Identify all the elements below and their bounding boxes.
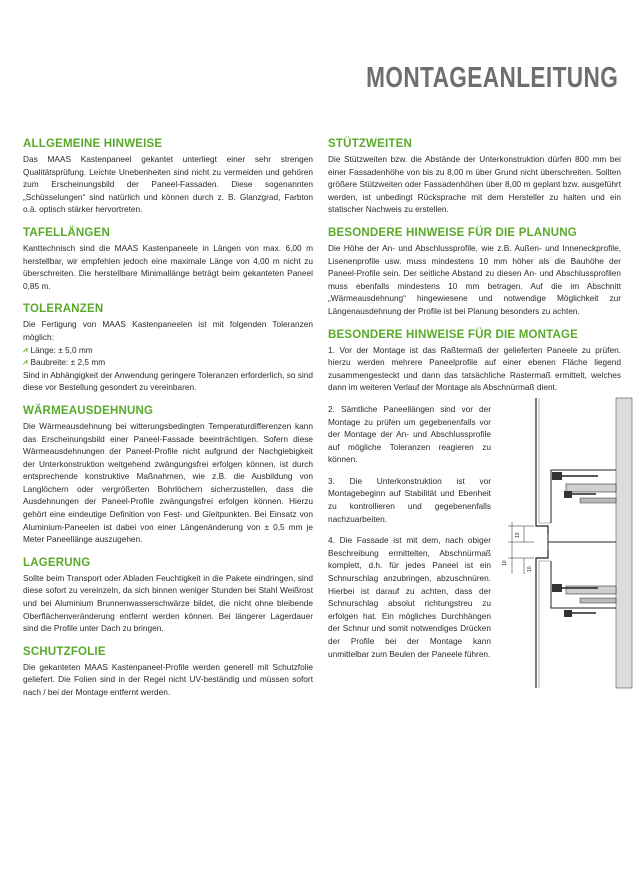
section-tafellaengen — [23, 227, 313, 292]
section-heading: BESONDERE HINWEISE FÜR DIE MONTAGE — [328, 328, 579, 341]
tolerance-item — [23, 344, 313, 357]
section-allgemeine-hinweise — [23, 138, 313, 216]
section-heading: STÜTZWEITEN — [328, 138, 412, 150]
section-text: Die Höhe der An- und Abschlussprofile, wie z.B. Außen- und Inneneckprofile, Lisenenprofile usw. muss mindestens 10 mm höher als die Bauhöhe der Paneel-Profile sein. Der seitliche Abstand zu diesen An- und Abschlussprofilen muss ebenfalls mindestens 10 mm betragen. Auf die im Abschnitt „Wärmeausdehnung“ hingewiesene und notwendige Möglichkeit zur Längenausdehnung der Profile ist bei Planung besonders zu achten. — [328, 242, 621, 316]
arrow-icon: ⩘ — [23, 344, 28, 354]
section-schutzfolie — [23, 646, 313, 699]
section-text: Die gekanteten MAAS Kastenpaneel-Profile werden generell mit Schutzfolie geliefert. Die Folien sind in der Regel nicht UV-beständig und müssen sofort nach / bei der Montage entfernt werden. — [23, 661, 313, 697]
upper-panel-outline — [536, 398, 548, 534]
section-text: Das MAAS Kastenpaneel gekantet unterliegt einer sehr strengen Qualitätsprüfung. Leichte Unebenheiten sind nicht zu vermeiden und gehören zum Erscheinungsbild der Paneel-Fassaden. Diese sogenannten „Schüsselungen“ sind natürlich und können durch z. B. Glanzgrad, Farbton o.ä. optisch stärker hervortreten. — [23, 154, 313, 215]
section-text: Kanttechnisch sind die MAAS Kastenpaneele in Längen von max. 6,00 m herstellbar, wir empfehlen jedoch eine maximale Länge von 4,00 m nicht zu überschreiten. Die herstellbare Minimallänge beträgt beim gekanteten Paneel 0,85 m. — [23, 242, 313, 291]
section-heading: ALLGEMEINE HINWEISE — [23, 138, 163, 150]
panel-section-drawing — [502, 398, 632, 688]
lower-panel-outline — [536, 550, 548, 688]
step-text: 4. Die Fassade ist mit dem, nach obiger Beschreibung ermittelten, Abschnürmaß komplett, d.h. für jedes Paneel ist ein Schnurschlag anzubringen, abzuschnüren. Hierbei ist darauf zu achten, dass der Schnurschlag absolut richtungstreu zu erfolgen hat. Ein mögliches Durchhängen der Schnur und somit notwendiges Drücken der Profile bei der Montage kann unmittelbar zum Beulen der Paneele führen. — [328, 535, 491, 659]
dimension-label: 10 — [502, 560, 508, 566]
joint-strip — [548, 534, 616, 550]
dimension-label: 10 — [515, 532, 521, 538]
section-lagerung — [23, 557, 313, 635]
lower-panel-inner — [539, 561, 551, 688]
section-text: Sollte beim Transport oder Abladen Feuchtigkeit in die Pakete eindringen, sind diese sofort zu vereinzeln, da sich binnen weniger Stunden bei Stahl Weißrost und bei Aluminium Brunnenwasserschwärze bildet, die nicht ohne bleibende Oberflächenveränderung entfernt werden können. Bei längerer Lagerdauer sind die Profile unter Dach zu bringen. — [23, 572, 313, 634]
section-planung — [328, 227, 621, 318]
upper-rail — [566, 484, 616, 492]
section-heading: LAGERUNG — [23, 556, 91, 569]
substructure-wall — [616, 398, 632, 688]
arrow-icon: ⩘ — [23, 357, 28, 367]
screw-icon — [552, 472, 598, 480]
montage-step-1 — [328, 344, 621, 394]
section-text: Die Fertigung von MAAS Kastenpaneelen ist mit folgenden Toleranzen möglich: — [23, 319, 313, 342]
section-text: Die Wärmeausdehnung bei witterungsbedingten Temperaturdifferenzen kann das Erscheinungsbild einer Paneel-Fassade beeinträchtigen. Sofern diese Wärmeausdehnungen der Paneel-Profile nicht aufgrund der Nachgiebigkeit der Unterkonstruktion weitgehend zwängungsfrei erfolgen können, ist durch entsprechende konstruktive Maßnahmen, wie z.B. die Ausbildung von Langlöchern oder vergrößerten Bohrlöchern sicherzustellen, dass die Ausdehnungen der Paneel-Profile zwängungsfrei erfolgen können. Hierzu gehört eine eindeutige Definition von Fest- und Gleitpunkten. Bei Einsatz von Aluminium-Paneelen ist dabei von einer Längenänderung von ± 0,5 mm je Meter Paneellänge auszugehen. — [23, 420, 313, 545]
section-heading: BESONDERE HINWEISE FÜR DIE PLANUNG — [328, 226, 577, 239]
tolerance-text: Baubreite: ± 2,5 mm — [30, 357, 106, 368]
upper-panel-inner — [539, 398, 551, 523]
step-text: 1. Vor der Montage ist das Raßtermaß der gelieferten Paneele zu prüfen. hierzu werden mehrere Paneelprofile auf einer ebenen Fläche liegend zusammengesteckt und dann das tatsächliche Rastermaß ermittelt, welches dann im weiteren Verlauf der Montage als Abschnürmaß dient. — [328, 344, 621, 393]
section-heading: WÄRMEAUSDEHNUNG — [23, 404, 154, 417]
tolerance-text: Länge: ± 5,0 mm — [30, 344, 93, 355]
section-toleranzen — [23, 303, 313, 394]
section-heading: SCHUTZFOLIE — [23, 645, 106, 658]
section-heading: TAFELLÄNGEN — [23, 226, 110, 239]
lower-bracket — [580, 598, 616, 603]
section-stuetzweiten — [328, 138, 621, 216]
step-text: 3. Die Unterkonstruktion ist vor Montagebeginn auf Stabilität und Ebenheit zu kontrollieren und gegebenenfalls nachzuarbeiten. — [328, 475, 491, 524]
section-text: Die Stützweiten bzw. die Abstände der Unterkonstruktion dürfen 800 mm bei einer Fassadenhöhe von bis zu 8,00 m über Grund nicht überschreiten. Sollten größere Stützweiten oder Fassadenhöhen über 8,00 m geplant bzw. ausgeführt werden, ist unbedingt Rücksprache mit dem Hersteller zu halten und ein statischer Nachweis zu erstellen. — [328, 154, 621, 215]
upper-bracket — [580, 498, 616, 503]
screw-icon — [564, 610, 596, 617]
section-heading: TOLERANZEN — [23, 303, 104, 316]
step-text: 2. Sämtliche Paneellängen sind vor der Montage zu prüfen um gegebenenfalls vor der Montage der An- und Abschlussprofile auf mögliche Toleranzen reagieren zu können. — [328, 403, 491, 465]
left-column — [23, 138, 313, 710]
section-waermeausdehnung — [23, 405, 313, 546]
page-title: MONTAGEANLEITUNG — [365, 62, 618, 94]
tolerance-item — [23, 356, 313, 369]
panel-section-svg — [502, 398, 632, 688]
section-text: Sind in Abhängigkeit der Anwendung geringere Toleranzen erforderlich, so sind diese vor Bestellung gesondert zu vereinbaren. — [23, 369, 313, 393]
dimension-label: 10 — [527, 566, 533, 572]
dimension-lines — [508, 522, 534, 574]
